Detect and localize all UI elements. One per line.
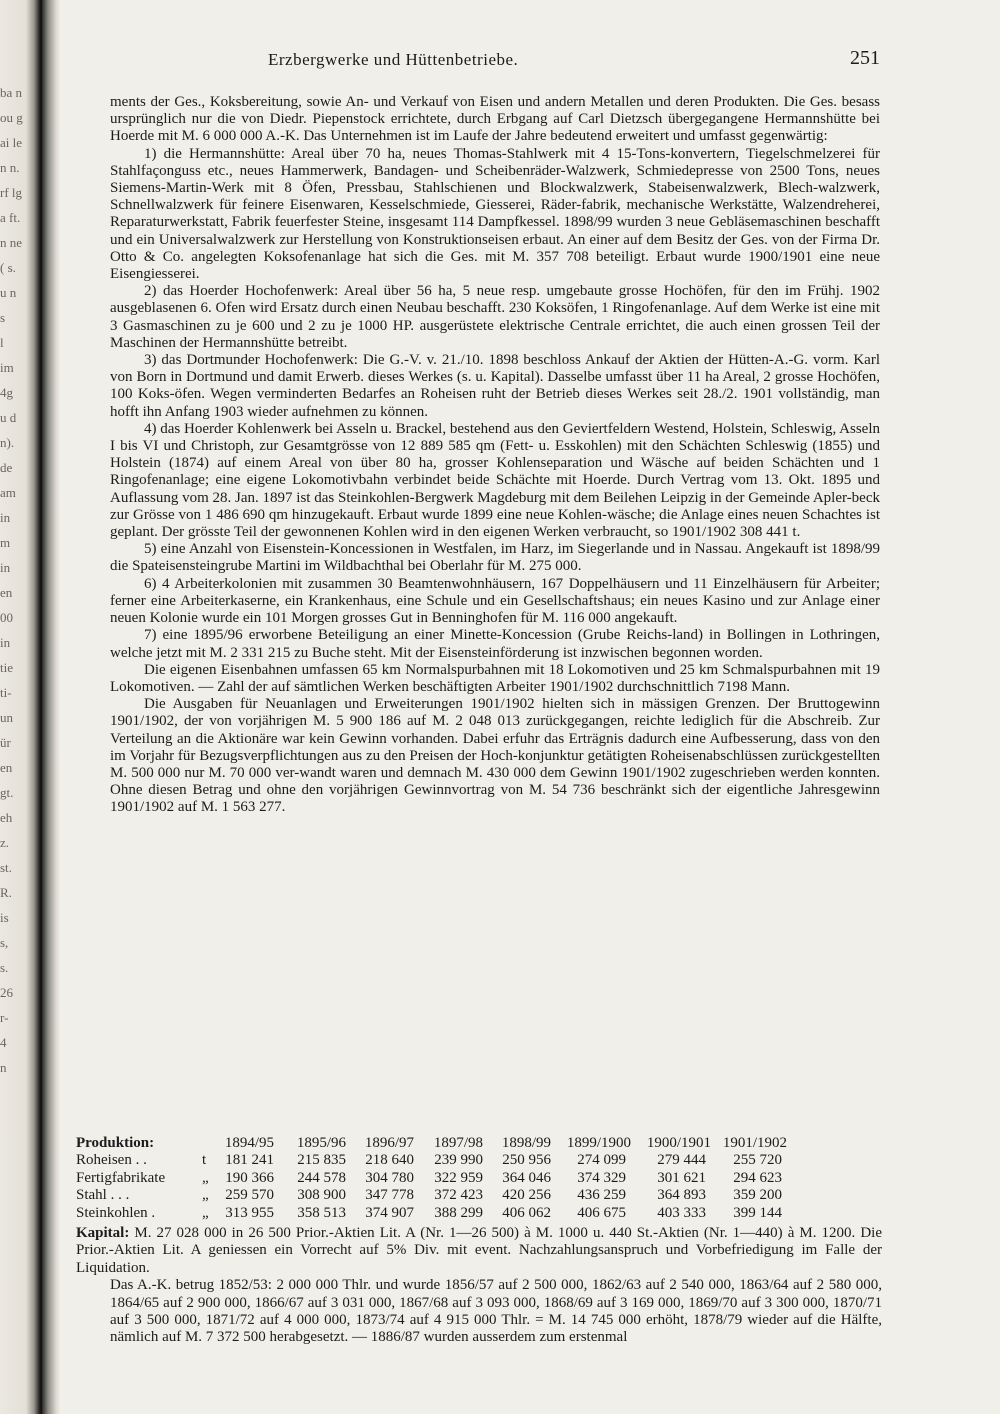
capital-history-paragraph xyxy=(76,1277,882,1347)
facing-page-edge xyxy=(0,80,34,1080)
facing-page-fragment: en xyxy=(0,760,13,775)
production-value: 313 955 xyxy=(225,1204,274,1221)
facing-page-fragment: u d xyxy=(0,410,17,425)
facing-page-fragment: u n xyxy=(0,285,17,300)
capital-text: M. 27 028 000 in 26 500 Prior.-Aktien Lit. A (Nr. 1—26 500) à M. 1000 u. 440 St.-Aktien (Nr. 1—440) à M. 1200. Die Prior.-Aktien Lit. A geniessen ein Vorrecht auf 5% Div. mit event. Nachzahlungsanspruch und Vorbefriedigung im Falle der Liquidation. xyxy=(76,1225,882,1276)
product-unit: „ xyxy=(202,1204,209,1221)
production-value: 301 621 xyxy=(657,1169,706,1186)
facing-page-fragment: s xyxy=(0,310,6,325)
production-value: 239 990 xyxy=(434,1152,483,1169)
production-row xyxy=(76,1187,884,1204)
production-value: 181 241 xyxy=(225,1152,274,1169)
production-label: Produktion: xyxy=(76,1135,155,1151)
production-value: 190 366 xyxy=(225,1169,274,1186)
production-value: 406 675 xyxy=(577,1204,626,1221)
capital-history-text: Das A.-K. betrug 1852/53: 2 000 000 Thlr. und wurde 1856/57 auf 2 500 000, 1862/63 auf 2 540 000, 1863/64 auf 2 580 000, 1864/65 auf 2 900 000, 1866/67 auf 3 031 000, 1867/68 auf 3 093 000, 1868/69 auf 3 169 000, 1869/70 auf 3 300 000, 1870/71 auf 3 500 000, 1871/72 auf 4 000 000, 1873/74 auf 4 915 000 Thlr. = M. 14 745 000 erhöht, 1878/79 wieder auf die Hälfte, nämlich auf M. 7 372 500 herabgesetzt. — 1886/87 wurden ausserdem zum erstenmal xyxy=(110,1277,882,1346)
body-paragraph: 7) eine 1895/96 erworbene Beteiligung an einer Minette-Koncession (Grube Reichs-land) in Bollingen in Lothringen, welche jetzt mit M. 2 331 215 zu Buche steht. Mit der Eisensteinförderung ist inzwischen begonnen worden. xyxy=(110,627,880,661)
product-unit: t xyxy=(202,1152,207,1169)
production-value: 420 256 xyxy=(502,1187,551,1204)
production-value: 244 578 xyxy=(297,1169,346,1186)
facing-page-fragment: in xyxy=(0,510,11,525)
production-value: 218 640 xyxy=(365,1152,414,1169)
year-header: 1894/95 xyxy=(224,1135,274,1151)
year-header: 1900/1901 xyxy=(646,1135,711,1151)
body-paragraph: 6) 4 Arbeiterkolonien mit zusammen 30 Beamtenwohnhäusern, 167 Doppelhäusern und 11 Einzelhäusern für Arbeiter; ferner eine Arbeiterkaserne, ein Krankenhaus, eine Schule und ein Gesellschaftshaus; ein neues Kasino und zur Anlage einer neuen Kolonie wurde ein 101 Morgen grosses Gut in Benninghofen für M. 116 000 angekauft. xyxy=(110,575,880,627)
production-value: 259 570 xyxy=(225,1187,274,1204)
production-value: 406 062 xyxy=(502,1204,551,1221)
facing-page-fragment: n ne xyxy=(0,235,23,250)
body-paragraph: 1) die Hermannshütte: Areal über 70 ha, neues Thomas-Stahlwerk mit 4 15-Tons-konvertern, Tiegelschmelzerei für Stahlfaçonguss etc., neues Hammerwerk, Bandagen- und Scheibenräder-Walzwerk, Schmiedepresse von 2500 Tons, neues Siemens-Martin-Werk mit 8 Öfen, Pressbau, Stahlschienen und Blockwalzwerk, Stabeisenwalzwerk, Blech-walzwerk, Schnellwalzwerk für feinere Eisenwaren, Kesselschmiede, Giesserei, Räder-fabrik, mechanische Werkstätte, Walzendreherei, Reparaturwerkstatt, Fabrik feuerfester Steine, insgesamt 114 Dampfkessel. 1898/99 wurden 3 neue Gebläsemaschinen beschafft und ein Universalwalzwerk zur Herstellung von Konstruktionseisen erbaut. An einer auf dem Besitz der Ges. von der Firma Dr. Otto & Co. angelegten Koksofenanlage hat sich die Ges. mit M. 357 708 beteiligt. Erbaut wurde 1900/1901 eine neue Eisengiesserei. xyxy=(110,145,880,283)
year-header: 1895/96 xyxy=(296,1135,346,1151)
year-header: 1897/98 xyxy=(433,1135,483,1151)
capital-section xyxy=(76,1225,882,1347)
body-paragraph: Die eigenen Eisenbahnen umfassen 65 km Normalspurbahnen mit 18 Lokomotiven und 25 km Schmalspurbahnen mit 19 Lokomotiven. — Zahl der auf sämtlichen Werken beschäftigten Arbeiter 1901/1902 durchschnittlich 7198 Mann. xyxy=(110,661,880,695)
production-value: 304 780 xyxy=(365,1169,414,1186)
year-header: 1899/1900 xyxy=(566,1135,631,1151)
facing-page-fragment: n n. xyxy=(0,160,20,175)
production-value: 359 200 xyxy=(733,1187,782,1204)
body-paragraph: 2) das Hoerder Hochofenwerk: Areal über 56 ha, 5 neue resp. umgebaute grosse Hochöfen, für den im Frühj. 1902 ausgeblasenen 6. Ofen wird Ersatz durch einen Neubau beschafft. 230 Koksöfen, 1 Ringofenanlage. Auf dem Werke ist eine mit 3 Gasmaschinen zu je 600 und 2 zu je 1000 HP. ausgerüstete elektrische Centrale errichtet, die auch einen grossen Teil der Maschinen der Hermannshütte betreibt. xyxy=(110,283,880,351)
capital-label: Kapital: xyxy=(76,1225,130,1241)
facing-page-fragment: z. xyxy=(0,835,10,850)
facing-page-fragment: gt. xyxy=(0,785,14,800)
production-row xyxy=(76,1152,884,1169)
production-value: 436 259 xyxy=(577,1187,626,1204)
facing-page-fragment: 00 xyxy=(0,610,13,625)
facing-page-fragment: eh xyxy=(0,810,13,825)
production-value: 364 893 xyxy=(657,1187,706,1204)
facing-page-fragment: s. xyxy=(0,960,9,975)
production-value: 274 099 xyxy=(577,1152,626,1169)
production-row xyxy=(76,1170,884,1187)
facing-page-fragment: am xyxy=(0,485,16,500)
body-paragraph: Die Ausgaben für Neuanlagen und Erweiterungen 1901/1902 hielten sich in mässigen Grenzen. Der Bruttogewinn 1901/1902, der von vorjährigen M. 5 900 186 auf M. 2 048 013 zurückgegangen, reichte lediglich für die Abschreib. Zur Verteilung an die Aktionäre war kein Gewinn vorhanden. Dabei erfuhr das Erträgnis dadurch eine Aufbesserung, dass von den im Vorjahr für Bezugsverpflichtungen aus zu den Preisen der Hoch-konjunktur getätigten Roheisenabschlüssen zurückgestellten M. 500 000 nur M. 70 000 ver-wandt waren und demnach M. 430 000 dem Gewinn 1901/1902 zugeschrieben werden konnten. Ohne diesen Betrag und ohne den vorjährigen Gewinnvortrag von M. 54 736 beschränkt sich der eigentliche Jahresgewinn 1901/1902 auf M. 1 563 277. xyxy=(110,696,880,816)
production-value: 255 720 xyxy=(733,1152,782,1169)
product-name: Steinkohlen . xyxy=(76,1204,156,1221)
facing-page-fragment: en xyxy=(0,585,13,600)
facing-page-fragment: s, xyxy=(0,935,9,950)
production-value: 322 959 xyxy=(434,1169,483,1186)
year-header: 1901/1902 xyxy=(722,1135,787,1151)
facing-page-fragment: m xyxy=(0,535,11,550)
product-unit: „ xyxy=(202,1169,209,1186)
body-paragraph: 3) das Dortmunder Hochofenwerk: Die G.-V. v. 21./10. 1898 beschloss Ankauf der Aktien der Hütten-A.-G. vorm. Karl von Born in Dortmund und damit Erwerb. dieses Werkes (s. u. Kapital). Dasselbe umfasst über 11 ha Areal, 2 grosse Hochöfen, 100 Koks-öfen. Wegen verminderten Bedarfes an Roheisen ruht der Betrieb dieses Werkes seit 28./2. 1901 vollständig, man hofft ihn Anfang 1903 wieder aufnehmen zu können. xyxy=(110,352,880,420)
facing-page-fragment: ba n xyxy=(0,85,23,100)
production-value: 215 835 xyxy=(297,1152,346,1169)
facing-page-fragment: n xyxy=(0,1060,7,1075)
year-header: 1898/99 xyxy=(501,1135,551,1151)
facing-page-fragment: in xyxy=(0,560,11,575)
facing-page-fragment: in xyxy=(0,635,11,650)
facing-page-fragment: st. xyxy=(0,860,12,875)
capital-paragraph xyxy=(76,1225,882,1277)
facing-page-fragment: ti- xyxy=(0,685,12,700)
production-value: 279 444 xyxy=(657,1152,706,1169)
facing-page-fragment: r- xyxy=(0,1010,9,1025)
page-number: 251 xyxy=(850,47,880,69)
production-value: 308 900 xyxy=(297,1187,346,1204)
facing-page-fragment: R. xyxy=(0,885,12,900)
production-value: 364 046 xyxy=(502,1169,551,1186)
facing-page-fragment: 4 xyxy=(0,1035,7,1050)
gutter-shadow xyxy=(42,0,60,1414)
facing-page-fragment: 4g xyxy=(0,385,13,400)
product-name: Fertigfabrikate xyxy=(76,1169,166,1186)
production-row xyxy=(76,1205,884,1222)
production-value: 372 423 xyxy=(434,1187,483,1204)
page-header xyxy=(268,47,880,74)
facing-page-fragment: l xyxy=(0,335,4,350)
production-value: 399 144 xyxy=(733,1204,782,1221)
body-paragraph: 4) das Hoerder Kohlenwerk bei Asseln u. Brackel, bestehend aus den Geviertfeldern Westend, Holstein, Schleswig, Asseln I bis VI und Christoph, zur Gesamtgrösse von 12 889 585 qm (Fett- u. Esskohlen) mit den Schächten Schleswig (1855) und Holstein (1874) auf einem Areal von über 80 ha, grosser Kohlenseparation und Wäsche auf beiden Schächten und 1 Ringofenanlage; eine eigene Lokomotivbahn verbindet beide Schächte mit Hoerde. Durch Vertrag vom 13. Okt. 1895 und Auflassung vom 28. Jan. 1897 ist das Steinkohlen-Bergwerk Magdeburg mit dem Beilehen Leipzig in der Gemeinde Apler-beck zur Grösse von 1 486 690 qm hinzugekauft. Erbaut wurde 1899 eine neue Kohlen-wäsche; die Anlage eines neuen Schachtes ist geplant. Der grösste Teil der gewonnenen Kohlen wird in den eigenen Werken verbraucht, so 1901/1902 308 441 t. xyxy=(110,420,880,541)
production-value: 388 299 xyxy=(434,1204,483,1221)
production-value: 347 778 xyxy=(365,1187,414,1204)
production-table xyxy=(76,1135,884,1222)
product-unit: „ xyxy=(202,1187,209,1204)
facing-page-fragment: tie xyxy=(0,660,13,675)
facing-page-fragment: ai le xyxy=(0,135,23,150)
production-value: 374 329 xyxy=(577,1169,626,1186)
production-value: 374 907 xyxy=(365,1204,414,1221)
running-title: Erzbergwerke und Hüttenbetriebe. xyxy=(268,50,519,69)
facing-page-fragment: rf lg xyxy=(0,185,23,200)
production-value: 250 956 xyxy=(502,1152,551,1169)
facing-page-fragment: ür xyxy=(0,735,11,750)
facing-page-fragment: ou g xyxy=(0,110,23,125)
production-value: 403 333 xyxy=(657,1204,706,1221)
production-value: 358 513 xyxy=(297,1204,346,1221)
facing-page-fragment: a ft. xyxy=(0,210,21,225)
facing-page-fragment: un xyxy=(0,710,13,725)
product-name: Roheisen . . xyxy=(76,1152,147,1169)
body-paragraph: 5) eine Anzahl von Eisenstein-Koncessionen in Westfalen, im Harz, im Siegerlande und in Nassau. Angekauft ist 1898/99 die Spateisensteingrube Martini im Wildbachthal bei Oberlahr für M. 275 000. xyxy=(110,541,880,575)
facing-page-fragment: im xyxy=(0,360,14,375)
body-text xyxy=(110,94,880,817)
product-name: Stahl . . . xyxy=(76,1187,130,1204)
facing-page-fragment: n). xyxy=(0,435,15,450)
facing-page-fragment: ( s. xyxy=(0,260,16,275)
facing-page-fragment: 26 xyxy=(0,985,13,1000)
production-header-row xyxy=(76,1135,884,1152)
year-header: 1896/97 xyxy=(364,1135,414,1151)
facing-page-fragment: de xyxy=(0,460,13,475)
body-paragraph: ments der Ges., Koksbereitung, sowie An- und Verkauf von Eisen und andern Metallen und deren Produkten. Die Ges. besass ursprünglich nur die von Diedr. Piepenstock errichtete, durch Erbgang auf Carl Dietzsch übergegangene Hermannshütte bei Hoerde mit M. 6 000 000 A.-K. Das Unternehmen ist im Laufe der Jahre bedeutend erweitert und umfasst gegenwärtig: xyxy=(110,94,880,145)
production-value: 294 623 xyxy=(733,1169,782,1186)
facing-page-fragment: is xyxy=(0,910,9,925)
